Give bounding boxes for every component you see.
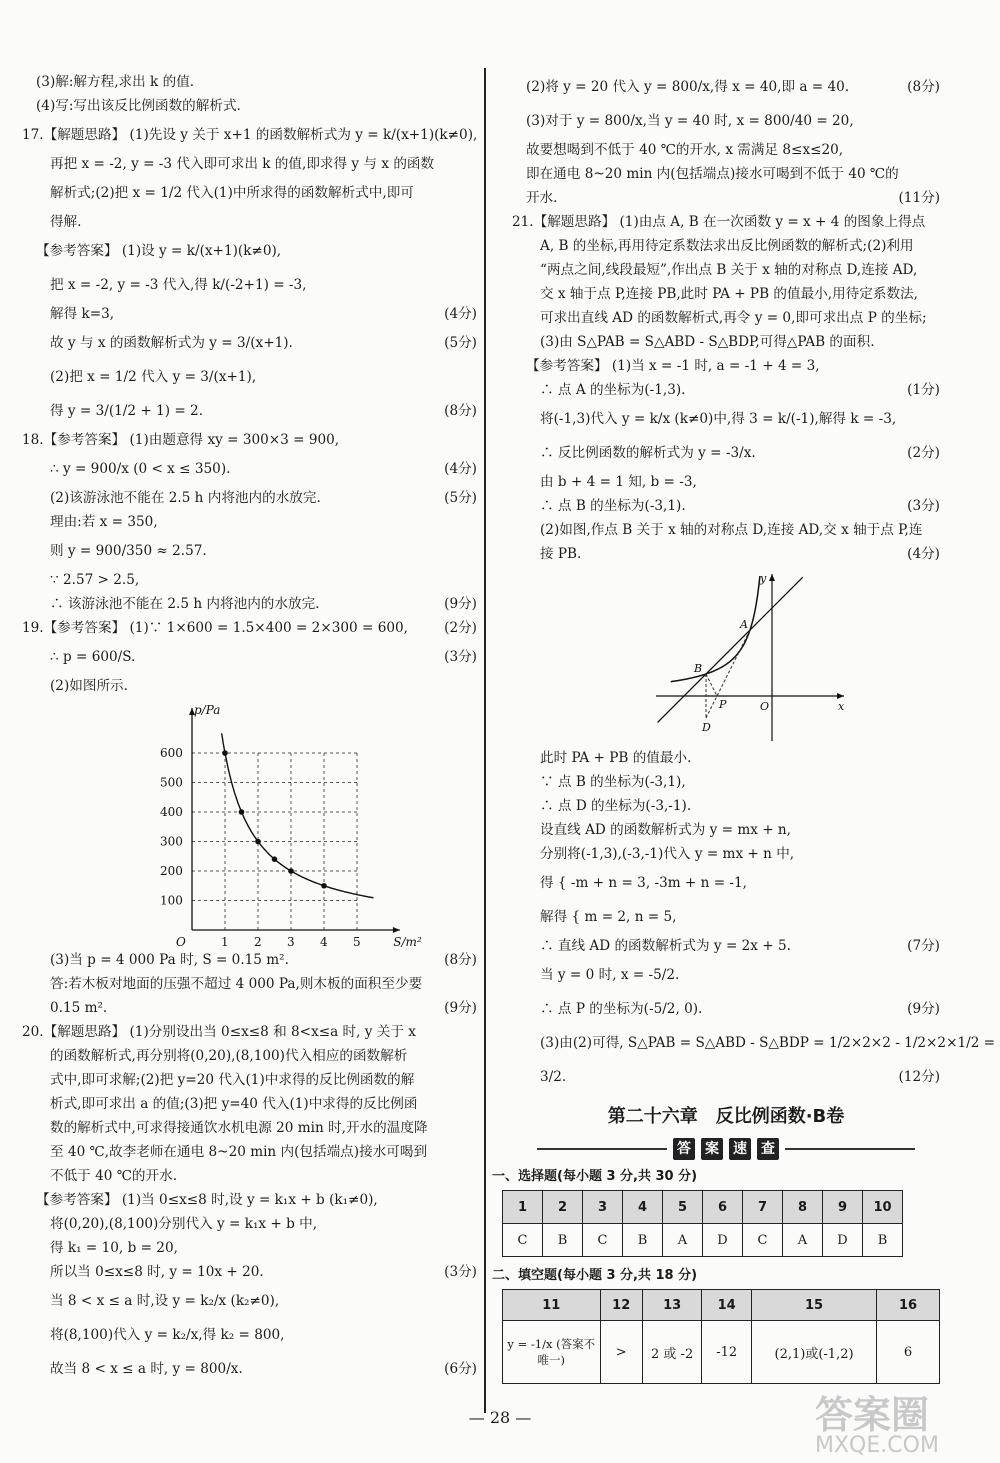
question-number: 13 <box>642 1290 701 1321</box>
x-tick-label: 3 <box>287 935 295 948</box>
left-column <box>22 70 477 1386</box>
text-line <box>512 518 940 542</box>
line-text: 故要想喝到不低于 40 ℃的开水, x 需满足 8≤x≤20, <box>526 142 844 158</box>
question-number: 3 <box>583 1191 623 1224</box>
text-line <box>22 1116 477 1140</box>
x-tick-label: 2 <box>254 935 262 948</box>
text-line <box>512 258 940 282</box>
x-axis-label: x <box>838 700 845 713</box>
text-line <box>22 996 477 1020</box>
x-tick-label: 1 <box>221 935 229 948</box>
line-text: 【参考答案】 (1)当 x = -1 时, a = -1 + 4 = 3, <box>526 358 820 374</box>
choice-answer-table <box>502 1190 903 1257</box>
data-point <box>222 750 228 756</box>
line-text: 则 y = 900/350 ≈ 2.57. <box>50 543 207 559</box>
line-text: (2)把 x = 1/2 代入 y = 3/(x+1), <box>50 369 257 385</box>
text-line <box>22 616 477 640</box>
line-text: (3)解:解方程,求出 k 的值. <box>36 74 195 90</box>
line-text: 答:若木板对地面的压强不超过 4 000 Pa,则木板的面积至少要 <box>50 976 423 992</box>
text-line <box>22 1164 477 1188</box>
data-point <box>272 856 278 862</box>
line-text: 21.【解题思路】 (1)由点 A, B 在一次函数 y = x + 4 的图象上得点 <box>512 214 926 230</box>
score-label: (4分) <box>444 306 477 322</box>
banner-char: 案 <box>701 1138 723 1160</box>
line-text: 19.【参考答案】 (1)∵ 1×600 = 1.5×400 = 2×300 = 600, <box>22 620 408 636</box>
line-text: 得解. <box>50 214 82 230</box>
section-fill-title: 二、填空题(每小题 3 分,共 18 分) <box>492 1268 698 1283</box>
line-text: (4)写:写出该反比例函数的解析式. <box>36 98 241 114</box>
watermark-sub: MXQE.COM <box>815 1433 939 1458</box>
text-line <box>512 234 940 258</box>
text-line <box>22 1140 477 1164</box>
text-line <box>22 152 477 176</box>
section-choice-title: 一、选择题(每小题 3 分,共 30 分) <box>492 1169 698 1184</box>
data-point <box>288 868 294 874</box>
text-line <box>22 326 477 360</box>
score-label: (11分) <box>898 190 940 206</box>
origin-label: O <box>760 700 770 713</box>
answer-cell: B <box>623 1224 663 1257</box>
text-line <box>22 1212 477 1236</box>
point-B-label: B <box>694 662 703 675</box>
line-text: 解析式;(2)把 x = 1/2 代入(1)中所求得的函数解析式中,即可 <box>50 185 414 201</box>
question-number: 1 <box>503 1191 543 1224</box>
line-text: 分别将(-1,3),(-3,-1)代入 y = mx + n 中, <box>540 846 795 862</box>
curve-p-600-over-s <box>222 733 374 898</box>
text-line <box>512 354 940 378</box>
line-text: ∴ 反比例函数的解析式为 y = -3/x. <box>540 445 756 461</box>
line-text: 交 x 轴于点 P,连接 PB,此时 PA + PB 的值最小,用待定系数法, <box>540 286 918 302</box>
line-text: 0.15 m². <box>50 1000 108 1016</box>
line-text: 解得 { m = 2, n = 5, <box>540 909 677 925</box>
question-number: 15 <box>751 1290 876 1321</box>
line-text: ∴ 直线 AD 的函数解析式为 y = 2x + 5. <box>540 938 791 954</box>
text-line <box>22 452 477 486</box>
text-line <box>22 94 477 118</box>
score-label: (8分) <box>444 952 477 968</box>
line-text: (2)如图,作点 B 关于 x 轴的对称点 D,连接 AD,交 x 轴于点 P,连 <box>540 522 923 538</box>
y-axis-label: y <box>760 572 767 585</box>
question-number: 11 <box>503 1290 601 1321</box>
figure-19-chart <box>122 698 422 948</box>
text-line <box>22 1352 477 1386</box>
text-line <box>512 138 940 162</box>
score-label: (5分) <box>444 335 477 351</box>
score-label: (4分) <box>444 461 477 477</box>
text-line <box>512 794 940 818</box>
line-text: 得 { -m + n = 3, -3m + n = -1, <box>540 875 747 891</box>
question-number: 2 <box>543 1191 583 1224</box>
right-column <box>492 70 996 1384</box>
line-text: ∴ 点 P 的坐标为(-5/2, 0). <box>540 1001 703 1017</box>
line-text: 数的解析式中,可求得接通饮水机电源 20 min 时,开水的温度降 <box>50 1120 428 1136</box>
text-line <box>22 674 477 698</box>
line-text: 将(8,100)代入 y = k₂/x,得 k₂ = 800, <box>50 1327 285 1343</box>
line-text: 当 8 < x ≤ a 时,设 y = k₂/x (k₂≠0), <box>50 1293 280 1309</box>
answer-cell: C <box>503 1224 543 1257</box>
line-text: (3)由(2)可得, S△PAB = S△ABD - S△BDP = 1/2×2×2 - 1/2×2×1/2 = <box>540 1035 996 1051</box>
text-line <box>22 1284 477 1318</box>
fill-answer-table <box>502 1289 940 1384</box>
question-number: 5 <box>663 1191 703 1224</box>
question-number: 8 <box>783 1191 823 1224</box>
line-text: ∴ y = 900/x (0 < x ≤ 350). <box>50 461 231 477</box>
line-text: 【参考答案】 (1)设 y = k/(x+1)(k≠0), <box>36 243 282 259</box>
score-label: (9分) <box>444 1000 477 1016</box>
point-P-label: P <box>719 698 727 711</box>
text-line <box>512 306 940 330</box>
data-point <box>255 839 261 845</box>
y-axis-arrow <box>769 574 775 581</box>
line-text: 3/2. <box>540 1069 567 1085</box>
line-text: 设直线 AD 的函数解析式为 y = mx + n, <box>540 822 791 838</box>
line-text: 将(0,20),(8,100)分别代入 y = k₁x + b 中, <box>50 1216 318 1232</box>
line-text: (3)由 S△PAB = S△ABD - S△BDP,可得△PAB 的面积. <box>540 334 875 350</box>
text-line <box>22 234 477 268</box>
text-line <box>22 568 477 592</box>
text-line <box>22 1092 477 1116</box>
answer-cell: B <box>863 1224 903 1257</box>
line-text: 18.【参考答案】 (1)由题意得 xy = 300×3 = 900, <box>22 432 340 448</box>
answer-cell: A <box>783 1224 823 1257</box>
question-number: 6 <box>703 1191 743 1224</box>
data-point <box>321 883 327 889</box>
line-text: 析式,即可求出 a 的值;(3)把 y=40 代入(1)中求得的反比例函 <box>50 1096 418 1112</box>
y-tick-label: 600 <box>160 746 183 760</box>
answer-cell: B <box>543 1224 583 1257</box>
text-line <box>512 992 940 1026</box>
text-line <box>22 486 477 510</box>
line-text: 此时 PA + PB 的值最小. <box>540 750 692 766</box>
score-label: (3分) <box>444 1264 477 1280</box>
text-line <box>512 470 940 494</box>
line-text: ∴ p = 600/S. <box>50 649 136 665</box>
line-text: 把 x = -2, y = -3 代入,得 k/(-2+1) = -3, <box>50 277 307 293</box>
text-line <box>512 934 940 958</box>
text-line <box>22 394 477 428</box>
chapter-title: 第二十六章 反比例函数·B卷 <box>607 1106 845 1127</box>
line-text: ∴ 点 A 的坐标为(-1,3). <box>540 382 686 398</box>
text-line <box>22 510 477 534</box>
text-line <box>512 818 940 842</box>
y-tick-label: 500 <box>160 775 183 790</box>
text-line <box>22 118 477 152</box>
line-text: ∴ 点 B 的坐标为(-3,1). <box>540 498 686 514</box>
table-header-row <box>503 1290 940 1321</box>
text-line <box>512 378 940 402</box>
x-axis-arrow <box>837 693 844 699</box>
text-line <box>22 640 477 674</box>
table-row <box>503 1321 940 1384</box>
text-line <box>512 70 940 104</box>
line-text: ∵ 2.57 > 2.5, <box>50 572 140 588</box>
question-number: 7 <box>743 1191 783 1224</box>
segment-PB <box>706 674 717 696</box>
line-text: (3)对于 y = 800/x,当 y = 40 时, x = 800/40 = 20, <box>526 113 854 129</box>
answer-cell: (2,1)或(-1,2) <box>751 1321 876 1384</box>
text-line <box>512 104 940 138</box>
text-line <box>22 948 477 972</box>
score-label: (3分) <box>444 649 477 665</box>
score-label: (5分) <box>444 490 477 506</box>
answer-cell: 6 <box>877 1321 940 1384</box>
line-text: 理由:若 x = 350, <box>50 514 158 530</box>
line-text: 故 y 与 x 的函数解析式为 y = 3/(x+1). <box>50 335 293 351</box>
text-line <box>22 70 477 94</box>
text-line <box>512 494 940 518</box>
score-label: (9分) <box>444 596 477 612</box>
score-label: (3分) <box>907 498 940 514</box>
text-line <box>512 330 940 354</box>
text-line <box>22 592 477 616</box>
text-line <box>22 176 477 210</box>
text-line <box>22 1020 477 1044</box>
line-text: 解得 k=3, <box>50 306 115 322</box>
score-label: (7分) <box>907 938 940 954</box>
banner-char: 速 <box>729 1138 751 1160</box>
answer-cell: C <box>743 1224 783 1257</box>
text-line <box>512 542 940 566</box>
column-divider <box>484 68 486 1413</box>
line-text: (2)如图所示. <box>50 678 128 694</box>
line-y-x-plus-4 <box>658 577 803 722</box>
answer-cell: > <box>600 1321 642 1384</box>
banner-char: 答 <box>673 1138 695 1160</box>
text-line <box>512 210 940 234</box>
origin-label: O <box>176 935 186 948</box>
x-tick-label: 4 <box>320 935 328 948</box>
text-line <box>512 958 940 992</box>
line-text: 开水. <box>526 190 558 206</box>
text-line <box>512 162 940 186</box>
score-label: (2分) <box>907 445 940 461</box>
line-text: 得 k₁ = 10, b = 20, <box>50 1240 178 1256</box>
line-text: 20.【解题思路】 (1)分别设出当 0≤x≤8 和 8<x≤a 时, y 关于 x <box>22 1024 416 1040</box>
line-text: ∴ 该游泳池不能在 2.5 h 内将池内的水放完. <box>50 596 320 612</box>
score-label: (4分) <box>907 546 940 562</box>
text-line <box>22 1260 477 1284</box>
watermark-logo <box>815 1395 995 1459</box>
line-text: 所以当 0≤x≤8 时, y = 10x + 20. <box>50 1264 264 1280</box>
line-text: 的函数解析式,再分别将(0,20),(8,100)代入相应的函数解析 <box>50 1048 408 1064</box>
question-number: 4 <box>623 1191 663 1224</box>
line-text: 不低于 40 ℃的开水. <box>50 1168 178 1184</box>
table-header-row <box>503 1191 903 1224</box>
answer-cell: C <box>583 1224 623 1257</box>
page-number: — 28 — <box>468 1408 532 1427</box>
line-text: 再把 x = -2, y = -3 代入即可求出 k 的值,即求得 y 与 x 的函数 <box>50 156 435 172</box>
line-text: 【参考答案】 (1)当 0≤x≤8 时,设 y = k₁x + b (k₁≠0), <box>36 1192 378 1208</box>
answer-banner <box>512 1138 940 1160</box>
text-line <box>512 1060 940 1094</box>
line-text: ∵ 点 B 的坐标为(-3,1), <box>540 774 686 790</box>
text-line <box>512 842 940 866</box>
line-text: “两点之间,线段最短”,作出点 B 关于 x 轴的对称点 D,连接 AD, <box>540 262 918 278</box>
watermark-main: 答案圈 <box>815 1393 930 1437</box>
text-line <box>22 1044 477 1068</box>
figure-21 <box>512 566 940 746</box>
text-line <box>22 428 477 452</box>
score-label: (12分) <box>898 1069 940 1085</box>
line-text: 接 PB. <box>540 546 582 562</box>
answer-cell: 2 或 -2 <box>642 1321 701 1384</box>
text-line <box>22 1068 477 1092</box>
answer-cell: D <box>823 1224 863 1257</box>
line-text: 故当 8 < x ≤ a 时, y = 800/x. <box>50 1361 243 1377</box>
line-text: (2)将 y = 20 代入 y = 800/x,得 x = 40,即 a = 40. <box>526 79 850 95</box>
question-number: 9 <box>823 1191 863 1224</box>
line-text: 将(-1,3)代入 y = k/x (k≠0)中,得 3 = k/(-1),解得 k = -3, <box>540 411 897 427</box>
text-line <box>22 534 477 568</box>
text-line <box>512 866 940 900</box>
question-number: 14 <box>702 1290 752 1321</box>
figure-21-diagram <box>652 566 852 746</box>
point-A-label: A <box>740 618 748 631</box>
y-axis-label: p/Pa <box>194 703 221 717</box>
figure-19 <box>22 698 477 948</box>
text-line <box>512 770 940 794</box>
answer-cell: D <box>703 1224 743 1257</box>
text-line <box>512 186 940 210</box>
score-label: (8分) <box>907 79 940 95</box>
score-label: (6分) <box>444 1361 477 1377</box>
line-text: 可求出直线 AD 的函数解析式,再令 y = 0,即可求出点 P 的坐标; <box>540 310 927 326</box>
line-text: 得 y = 3/(1/2 + 1) = 2. <box>50 403 204 419</box>
y-tick-label: 200 <box>160 864 183 878</box>
text-line <box>22 210 477 234</box>
text-line <box>22 268 477 302</box>
y-tick-label: 100 <box>160 893 183 908</box>
text-line <box>512 1026 996 1060</box>
line-text: 由 b + 4 = 1 知, b = -3, <box>540 474 697 490</box>
y-tick-label: 400 <box>160 805 183 819</box>
line-text: 当 y = 0 时, x = -5/2. <box>540 967 680 983</box>
answer-key <box>492 1164 940 1384</box>
text-line <box>512 900 940 934</box>
text-line <box>512 402 940 436</box>
table-row <box>503 1224 903 1257</box>
line-text: 式中,即可求解;(2)把 y=20 代入(1)中求得的反比例函数的解 <box>50 1072 415 1088</box>
banner-rule-left <box>537 1148 667 1150</box>
segment-AD <box>706 630 750 718</box>
text-line <box>512 746 940 770</box>
y-tick-label: 300 <box>160 834 183 849</box>
score-label: (2分) <box>444 620 477 636</box>
answer-cell: A <box>663 1224 703 1257</box>
score-label: (1分) <box>907 382 940 398</box>
line-text: ∴ 点 D 的坐标为(-3,-1). <box>540 798 692 814</box>
x-axis-arrow <box>393 927 400 933</box>
question-number: 16 <box>877 1290 940 1321</box>
data-point <box>239 809 245 815</box>
point-D-label: D <box>702 721 711 734</box>
line-text: (3)当 p = 4 000 Pa 时, S = 0.15 m². <box>50 952 289 968</box>
text-line <box>22 302 477 326</box>
answer-cell: -12 <box>702 1321 752 1384</box>
answer-cell: y = -1/x (答案不唯一) <box>503 1321 601 1384</box>
score-label: (8分) <box>444 403 477 419</box>
banner-char: 查 <box>757 1138 779 1160</box>
line-text: (2)该游泳池不能在 2.5 h 内将池内的水放完. <box>50 490 321 506</box>
text-line <box>22 1318 477 1352</box>
text-line <box>22 972 477 996</box>
text-line <box>512 436 940 470</box>
text-line <box>22 1188 477 1212</box>
question-number: 10 <box>863 1191 903 1224</box>
x-tick-label: 5 <box>353 935 361 948</box>
line-text: A, B 的坐标,再用待定系数法求出反比例函数的解析式;(2)利用 <box>540 238 914 254</box>
x-axis-label: S/m² <box>393 935 422 948</box>
banner-rule-right <box>785 1148 915 1150</box>
text-line <box>512 282 940 306</box>
line-text: 至 40 ℃,故李老师在通电 8~20 min 内(包括端点)接水可喝到 <box>50 1144 428 1160</box>
text-line <box>22 1236 477 1260</box>
text-line <box>22 360 477 394</box>
score-label: (9分) <box>907 1001 940 1017</box>
line-text: 即在通电 8~20 min 内(包括端点)接水可喝到不低于 40 ℃的 <box>526 166 899 182</box>
line-text: 17.【解题思路】 (1)先设 y 关于 x+1 的函数解析式为 y = k/(x+1)(k≠0), <box>22 127 478 143</box>
question-number: 12 <box>600 1290 642 1321</box>
